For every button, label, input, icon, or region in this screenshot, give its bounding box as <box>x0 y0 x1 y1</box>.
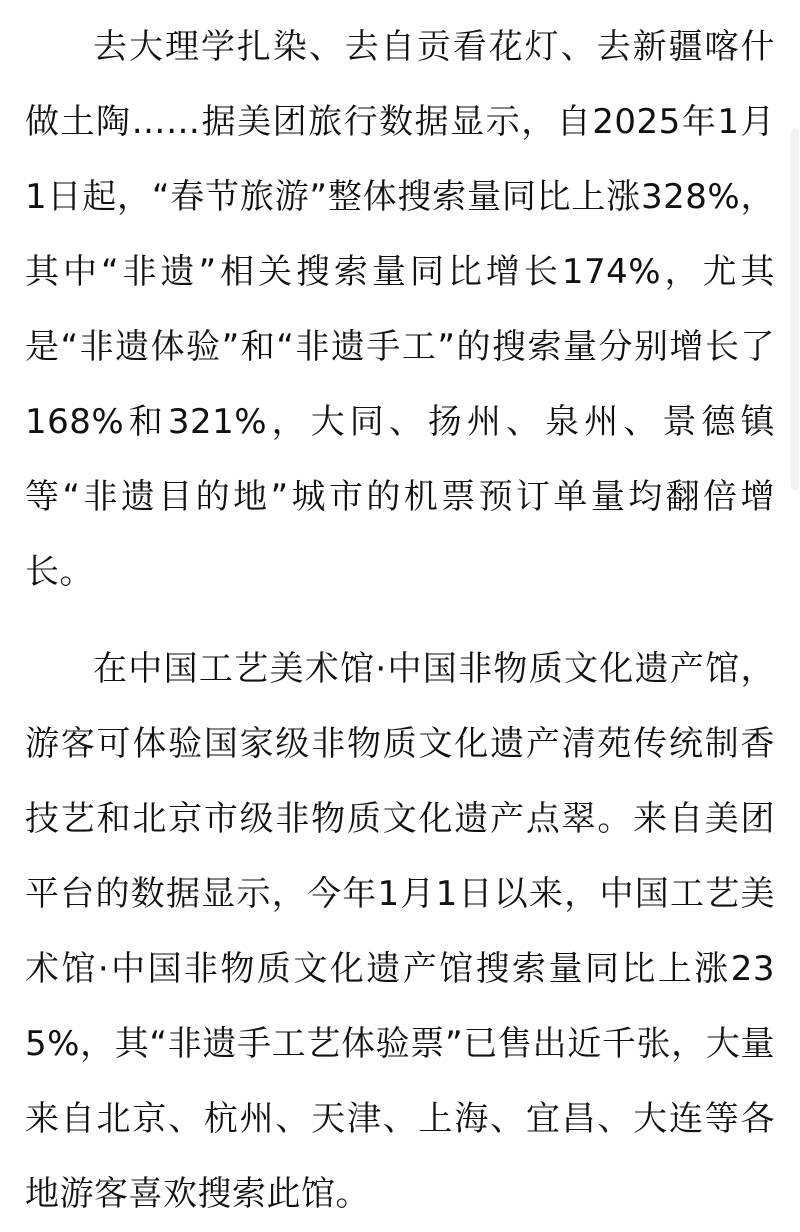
paragraph-2: 在中国工艺美术馆·中国非物质文化遗产馆，游客可体验国家级非物质文化遗产清苑传统制香技艺和北京市级非物质文化遗产点翠。来自美团平台的数据显示，今年1月1日以来，中国工艺美术馆·中国非物质文化遗产馆搜索量同比上涨235%，其“非遗手工艺体验票”已售出近千张，大量来自北京、杭州、天津、上海、宜昌、大连等各地游客喜欢搜索此馆。 <box>25 649 775 1214</box>
scrollbar-track <box>791 0 800 1156</box>
paragraph-1: 去大理学扎染、去自贡看花灯、去新疆喀什做土陶……据美团旅行数据显示，自2025年1月1日起，“春节旅游”整体搜索量同比上涨328%，其中“非遗”相关搜索量同比增长174%，尤其是“非遗体验”和“非遗手工”的搜索量分别增长了168%和321%，大同、扬州、泉州、景德镇等“非遗目的地”城市的机票预订单量均翻倍增长。 <box>25 27 775 592</box>
scrollbar-thumb[interactable] <box>791 128 799 490</box>
